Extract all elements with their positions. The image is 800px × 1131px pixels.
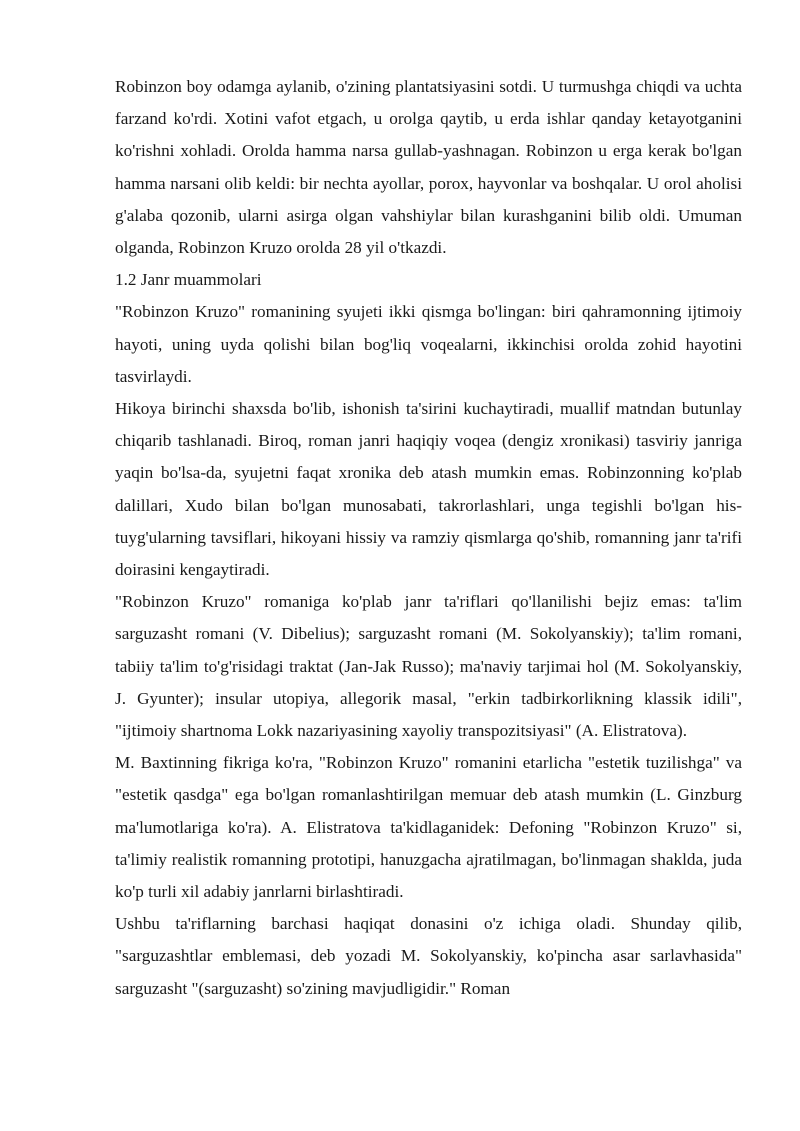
paragraph-baxtin-opinion: M. Baxtinning fikriga ko'ra, "Robinzon Kruzo" romanini etarlicha "estetik tuzilishga" va "estetik qasdga" ega bo'lgan romanlashtirilgan memuar deb atash mumkin (L. Ginzburg ma'lumotlariga ko'ra). A. Elistratova ta'kidlaganidek: Defoning "Robinzon Kruzo" si, ta'limiy realistik romanning prototipi, hanuzgacha ajratilmagan, bo'linmagan shaklda, juda ko'p turli xil adabiy janrlarni birlashtiradi. [115, 753, 742, 902]
paragraph-genre-definitions: "Robinzon Kruzo" romaniga ko'plab janr ta'riflari qo'llanilishi bejiz emas: ta'lim sarguzasht romani (V. Dibelius); sarguzasht romani (M. Sokolyanskiy); ta'lim romani, tabiiy ta'lim to'g'risidagi traktat (Jan-Jak Russo); ma'naviy tarjimai hol (M. Sokolyanskiy, J. Gyunter); insular utopiya, allegorik masal, "erkin tadbirkorlikning klassik idili", "ijtimoiy shartnoma Lokk nazariyasining xayoliy transpozitsiyasi" (A. Elistratova). [115, 592, 742, 741]
paragraph-first-person-narration: Hikoya birinchi shaxsda bo'lib, ishonish ta'sirini kuchaytiradi, muallif matndan butunlay chiqarib tashlanadi. Biroq, roman janri haqiqiy voqea (dengiz xronikasi) tasviriy janriga yaqin bo'lsa-da, syujetni faqat xronika deb atash mumkin emas. Robinzonning ko'plab dalillari, Xudo bilan bo'lgan munosabati, takrorlashlari, unga tegishli bo'lgan his-tuyg'ularning tavsiflari, hikoyani hissiy va ramziy qismlarga qo'shib, romanning janr ta'rifi doirasini kengaytiradi. [115, 399, 742, 580]
section-heading-janr-muammolari: 1.2 Janr muammolari [115, 270, 262, 290]
paragraph-robinzon-return: Robinzon boy odamga aylanib, o'zining plantatsiyasini sotdi. U turmushga chiqdi va uchta farzand ko'rdi. Xotini vafot etgach, u orolga qaytib, u erda ishlar qanday ketayotganini ko'rishni xohladi. Orolda hamma narsa gullab-yashnagan. Robinzon u erga kerak bo'lgan hamma narsani olib keldi: bir nechta ayollar, porox, hayvonlar va boshqalar. U orol aholisi g'alaba qozonib, ularni asirga olgan vahshiylar bilan kurashganini bilib oldi. Umuman olganda, Robinzon Kruzo orolda 28 yil o'tkazdi. [115, 77, 742, 258]
paragraph-definitions-truth: Ushbu ta'riflarning barchasi haqiqat donasini o'z ichiga oladi. Shunday qilib, "sarguzashtlar emblemasi, deb yozadi M. Sokolyanskiy, ko'pincha asar sarlavhasida" sarguzasht "(sarguzasht) so'zining mavjudligidir." Roman [115, 914, 742, 998]
document-page [115, 71, 742, 1005]
paragraph-plot-structure: "Robinzon Kruzo" romanining syujeti ikki qismga bo'lingan: biri qahramonning ijtimoiy hayoti, uning uyda qolishi bilan bog'liq voqealarni, ikkinchisi orolda zohid hayotini tasvirlaydi. [115, 302, 742, 386]
